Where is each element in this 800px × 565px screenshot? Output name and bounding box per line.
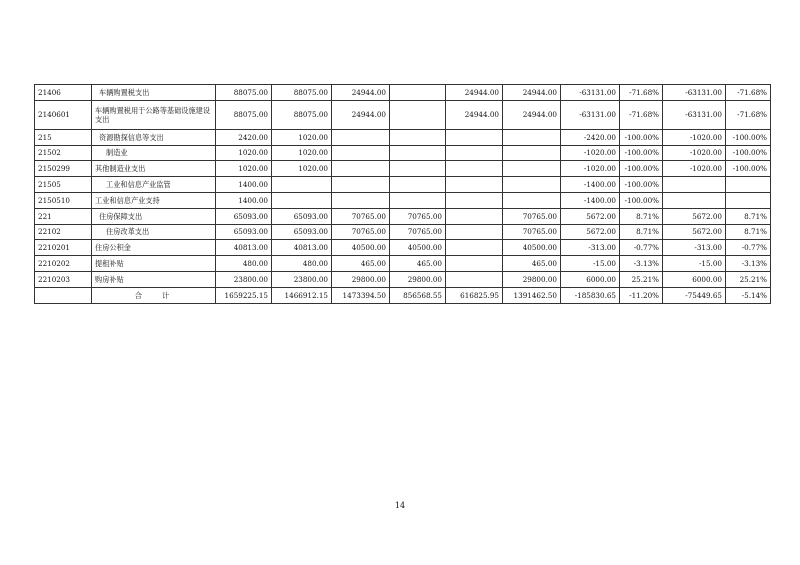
- total-value-cell: 1659225.15: [216, 287, 272, 303]
- value-cell: 40813.00: [216, 240, 272, 256]
- value-cell: 40813.00: [272, 240, 332, 256]
- value-cell: [446, 224, 503, 240]
- value-cell: -71.68%: [620, 85, 663, 101]
- value-cell: [663, 177, 726, 193]
- value-cell: [332, 177, 390, 193]
- table-row: [35, 256, 771, 272]
- value-cell: 29800.00: [332, 271, 390, 287]
- value-cell: 1400.00: [216, 192, 272, 208]
- value-cell: -1020.00: [663, 129, 726, 145]
- table-row: [35, 224, 771, 240]
- value-cell: [446, 145, 503, 161]
- value-cell: [446, 240, 503, 256]
- value-cell: 88075.00: [216, 85, 272, 101]
- value-cell: -63131.00: [663, 100, 726, 129]
- subject-code-cell: 21406: [35, 85, 92, 101]
- value-cell: [663, 192, 726, 208]
- value-cell: [272, 192, 332, 208]
- value-cell: [332, 129, 390, 145]
- value-cell: 70765.00: [390, 224, 446, 240]
- value-cell: -71.68%: [726, 85, 771, 101]
- value-cell: -15.00: [561, 256, 620, 272]
- value-cell: [332, 192, 390, 208]
- subject-name-cell: 车辆购置税支出: [92, 85, 216, 101]
- value-cell: [446, 129, 503, 145]
- total-label: 合计: [92, 287, 216, 303]
- page-number: 14: [394, 501, 406, 510]
- value-cell: 70765.00: [503, 208, 561, 224]
- value-cell: 480.00: [272, 256, 332, 272]
- table-row: [35, 192, 771, 208]
- value-cell: 70765.00: [503, 224, 561, 240]
- value-cell: [503, 177, 561, 193]
- value-cell: 24944.00: [503, 100, 561, 129]
- subject-name-cell: 制造业: [92, 145, 216, 161]
- value-cell: 8.71%: [726, 208, 771, 224]
- value-cell: 465.00: [503, 256, 561, 272]
- value-cell: -63131.00: [561, 85, 620, 101]
- value-cell: 88075.00: [216, 100, 272, 129]
- value-cell: -313.00: [663, 240, 726, 256]
- value-cell: 5672.00: [663, 208, 726, 224]
- total-value-cell: 1391462.50: [503, 287, 561, 303]
- value-cell: [446, 177, 503, 193]
- value-cell: -0.77%: [620, 240, 663, 256]
- value-cell: 465.00: [390, 256, 446, 272]
- value-cell: [332, 145, 390, 161]
- subject-name-cell: 其他制造业支出: [92, 161, 216, 177]
- total-value-cell: -75449.65: [663, 287, 726, 303]
- value-cell: 70765.00: [332, 224, 390, 240]
- value-cell: [446, 192, 503, 208]
- value-cell: [503, 145, 561, 161]
- value-cell: 5672.00: [663, 224, 726, 240]
- table-row: [35, 240, 771, 256]
- table-row: [35, 177, 771, 193]
- subject-name-cell: 工业和信息产业监管: [92, 177, 216, 193]
- value-cell: -15.00: [663, 256, 726, 272]
- value-cell: -3.13%: [726, 256, 771, 272]
- total-value-cell: 1473394.50: [332, 287, 390, 303]
- table-row: [35, 145, 771, 161]
- total-code-cell: [35, 287, 92, 303]
- value-cell: 1020.00: [216, 161, 272, 177]
- value-cell: 23800.00: [216, 271, 272, 287]
- subject-name-cell: 购房补贴: [92, 271, 216, 287]
- value-cell: 2420.00: [216, 129, 272, 145]
- value-cell: 8.71%: [620, 224, 663, 240]
- value-cell: -100.00%: [726, 129, 771, 145]
- subject-code-cell: 215: [35, 129, 92, 145]
- total-value-cell: -5.14%: [726, 287, 771, 303]
- subject-code-cell: 2150510: [35, 192, 92, 208]
- value-cell: [390, 177, 446, 193]
- value-cell: 25.21%: [620, 271, 663, 287]
- value-cell: -1400.00: [561, 177, 620, 193]
- subject-code-cell: 22102: [35, 224, 92, 240]
- value-cell: 65093.00: [272, 208, 332, 224]
- value-cell: -100.00%: [620, 161, 663, 177]
- value-cell: -1020.00: [561, 145, 620, 161]
- value-cell: 70765.00: [332, 208, 390, 224]
- value-cell: [390, 161, 446, 177]
- value-cell: 29800.00: [503, 271, 561, 287]
- value-cell: [726, 177, 771, 193]
- total-value-cell: -185830.65: [561, 287, 620, 303]
- value-cell: 40500.00: [332, 240, 390, 256]
- value-cell: [503, 129, 561, 145]
- value-cell: -100.00%: [726, 161, 771, 177]
- value-cell: 1020.00: [272, 145, 332, 161]
- value-cell: -313.00: [561, 240, 620, 256]
- total-value-cell: -11.20%: [620, 287, 663, 303]
- value-cell: 5672.00: [561, 208, 620, 224]
- total-value-cell: 616825.95: [446, 287, 503, 303]
- value-cell: [390, 145, 446, 161]
- table-row: [35, 208, 771, 224]
- value-cell: 24944.00: [446, 85, 503, 101]
- subject-name-cell: 车辆购置税用于公路等基础设施建设支出: [92, 100, 216, 129]
- table-row: [35, 161, 771, 177]
- value-cell: 88075.00: [272, 85, 332, 101]
- value-cell: 65093.00: [272, 224, 332, 240]
- value-cell: [390, 85, 446, 101]
- subject-name-cell: 住房公积金: [92, 240, 216, 256]
- value-cell: [503, 161, 561, 177]
- subject-code-cell: 2210201: [35, 240, 92, 256]
- value-cell: 24944.00: [332, 85, 390, 101]
- value-cell: 25.21%: [726, 271, 771, 287]
- value-cell: [390, 129, 446, 145]
- value-cell: -1020.00: [561, 161, 620, 177]
- value-cell: [446, 161, 503, 177]
- subject-name-cell: 工业和信息产业支持: [92, 192, 216, 208]
- value-cell: 8.71%: [726, 224, 771, 240]
- table-row: [35, 129, 771, 145]
- value-cell: 6000.00: [663, 271, 726, 287]
- value-cell: 40500.00: [503, 240, 561, 256]
- subject-name-cell: 提租补贴: [92, 256, 216, 272]
- value-cell: 6000.00: [561, 271, 620, 287]
- value-cell: [332, 161, 390, 177]
- value-cell: [446, 271, 503, 287]
- table-row: [35, 85, 771, 101]
- value-cell: 465.00: [332, 256, 390, 272]
- subject-code-cell: 2210203: [35, 271, 92, 287]
- total-row: [35, 287, 771, 303]
- subject-code-cell: 2150299: [35, 161, 92, 177]
- value-cell: [390, 100, 446, 129]
- value-cell: -100.00%: [620, 192, 663, 208]
- value-cell: [390, 192, 446, 208]
- value-cell: [503, 192, 561, 208]
- value-cell: -0.77%: [726, 240, 771, 256]
- value-cell: 1400.00: [216, 177, 272, 193]
- subject-name-cell: 住房改革支出: [92, 224, 216, 240]
- value-cell: 88075.00: [272, 100, 332, 129]
- value-cell: -100.00%: [620, 177, 663, 193]
- value-cell: [726, 192, 771, 208]
- value-cell: -100.00%: [620, 129, 663, 145]
- table-row: [35, 100, 771, 129]
- value-cell: -3.13%: [620, 256, 663, 272]
- table-body: [35, 85, 771, 304]
- value-cell: 1020.00: [272, 161, 332, 177]
- value-cell: -71.68%: [726, 100, 771, 129]
- value-cell: 1020.00: [216, 145, 272, 161]
- value-cell: -63131.00: [663, 85, 726, 101]
- value-cell: 480.00: [216, 256, 272, 272]
- value-cell: -100.00%: [726, 145, 771, 161]
- subject-code-cell: 2210202: [35, 256, 92, 272]
- value-cell: [272, 177, 332, 193]
- value-cell: 5672.00: [561, 224, 620, 240]
- total-value-cell: 856568.55: [390, 287, 446, 303]
- value-cell: 65093.00: [216, 224, 272, 240]
- value-cell: 70765.00: [390, 208, 446, 224]
- table-row: [35, 271, 771, 287]
- value-cell: -2420.00: [561, 129, 620, 145]
- value-cell: -71.68%: [620, 100, 663, 129]
- value-cell: -63131.00: [561, 100, 620, 129]
- value-cell: 24944.00: [446, 100, 503, 129]
- value-cell: 24944.00: [503, 85, 561, 101]
- value-cell: 40500.00: [390, 240, 446, 256]
- value-cell: -1020.00: [663, 161, 726, 177]
- subject-code-cell: 2140601: [35, 100, 92, 129]
- subject-name-cell: 住房保障支出: [92, 208, 216, 224]
- value-cell: -1400.00: [561, 192, 620, 208]
- subject-code-cell: 21505: [35, 177, 92, 193]
- value-cell: 8.71%: [620, 208, 663, 224]
- budget-table: [34, 84, 771, 304]
- value-cell: [446, 208, 503, 224]
- value-cell: 23800.00: [272, 271, 332, 287]
- value-cell: 65093.00: [216, 208, 272, 224]
- value-cell: 1020.00: [272, 129, 332, 145]
- subject-name-cell: 资源勘探信息等支出: [92, 129, 216, 145]
- value-cell: 29800.00: [390, 271, 446, 287]
- value-cell: [446, 256, 503, 272]
- value-cell: -100.00%: [620, 145, 663, 161]
- subject-code-cell: 221: [35, 208, 92, 224]
- value-cell: 24944.00: [332, 100, 390, 129]
- total-value-cell: 1466912.15: [272, 287, 332, 303]
- subject-code-cell: 21502: [35, 145, 92, 161]
- value-cell: -1020.00: [663, 145, 726, 161]
